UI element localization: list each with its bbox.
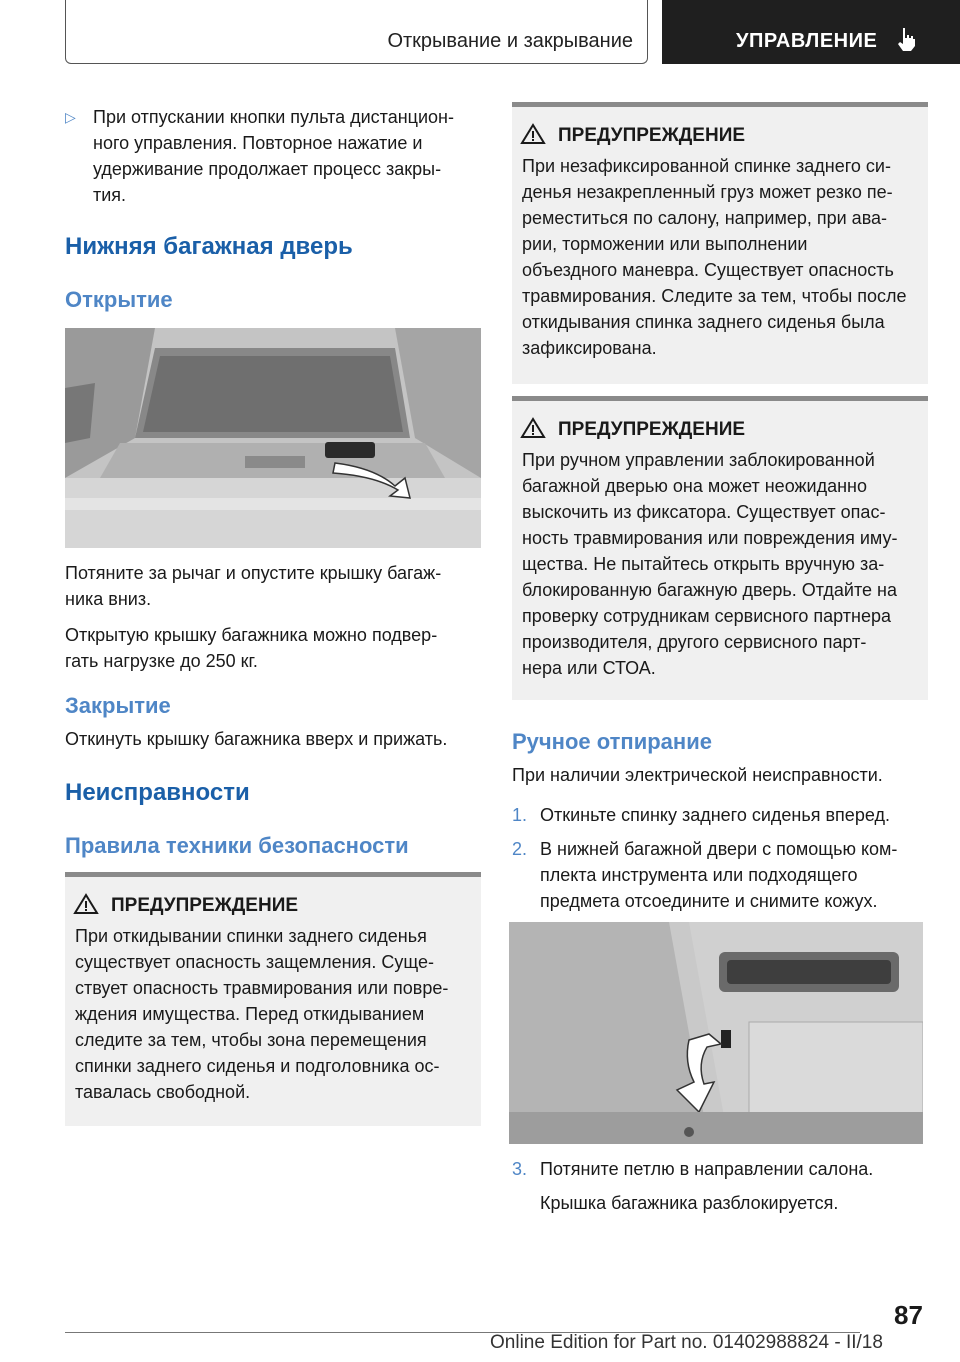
warning-title-text: ПРЕДУПРЕЖДЕНИЕ bbox=[558, 125, 746, 146]
warning-line: производителя, другого сервисного парт- bbox=[522, 632, 867, 652]
warning-line: При незафиксированной спинке заднего си- bbox=[522, 156, 891, 176]
warning-box-unlocked-seat bbox=[512, 102, 928, 384]
paragraph-line: Потяните за рычаг и опустите крышку багаж- bbox=[65, 563, 442, 583]
warning-line: объездного маневра. Существует опасность bbox=[522, 260, 894, 280]
warning-title bbox=[558, 417, 918, 443]
heading-safety-rules: Правила техники безопасности bbox=[65, 833, 409, 858]
step-number: 1. bbox=[512, 805, 528, 825]
bullet-text: ного управления. Повторное нажатие и bbox=[93, 133, 423, 153]
header-section-title: Открывание и закрывание bbox=[387, 30, 633, 52]
warning-title-text: ПРЕДУПРЕЖДЕНИЕ bbox=[558, 419, 746, 440]
opening-text bbox=[65, 560, 481, 674]
manual-intro: При наличии электрической неисправности. bbox=[512, 765, 883, 785]
paragraph-line: ника вниз. bbox=[65, 589, 152, 609]
warning-line: существует опасность защемления. Суще- bbox=[75, 952, 434, 972]
step-text: Откиньте спинку заднего сиденья вперед. bbox=[540, 805, 890, 825]
warning-line: следите за тем, чтобы зона перемещения bbox=[75, 1030, 427, 1050]
warning-box-manual-door bbox=[512, 396, 928, 700]
warning-triangle-icon bbox=[520, 123, 546, 145]
warning-line: выскочить из фиксатора. Существует опас- bbox=[522, 502, 886, 522]
header-chapter-title: УПРАВЛЕНИЕ bbox=[736, 30, 878, 52]
footer-edition: Online Edition for Part no. 01402988824 - II/18 bbox=[490, 1332, 883, 1353]
warning-line: ность травмирования или повреждения иму- bbox=[522, 528, 898, 548]
step-number: 2. bbox=[512, 839, 528, 859]
heading-closing: Закрытие bbox=[65, 693, 171, 718]
heading-opening: Открытие bbox=[65, 287, 173, 312]
triangle-bullet-icon: ▷ bbox=[65, 109, 76, 125]
step-number: 3. bbox=[512, 1159, 528, 1179]
warning-line: денья незакрепленный груз может резко пе- bbox=[522, 182, 893, 202]
step-result: Крышка багажника разблокируется. bbox=[540, 1193, 839, 1213]
list-item bbox=[512, 802, 932, 828]
list-item bbox=[512, 836, 932, 914]
bullet-text: тия. bbox=[93, 185, 127, 205]
warning-line: ствует опасность травмирования или повре- bbox=[75, 978, 449, 998]
warning-line: багажной дверью она может неожиданно bbox=[522, 476, 868, 496]
warning-line: щества. Не пытайтесь открыть вручную за- bbox=[522, 554, 885, 574]
steps-list-continued bbox=[512, 1156, 932, 1216]
warning-line: травмирования. Следите за тем, чтобы после bbox=[522, 286, 907, 306]
header-section-box bbox=[65, 0, 648, 64]
bullet-item bbox=[65, 104, 481, 208]
warning-title bbox=[111, 893, 471, 919]
warning-box-seat-fold bbox=[65, 872, 481, 1126]
left-column bbox=[65, 104, 481, 208]
warning-title bbox=[558, 123, 918, 149]
warning-line: откидывания спинка заднего сиденья была bbox=[522, 312, 885, 332]
heading-lower-door: Нижняя багажная дверь bbox=[65, 233, 353, 260]
step-text: предмета отсоедините и снимите кожух. bbox=[540, 891, 878, 911]
bullet-text: удерживание продолжает процесс закры- bbox=[93, 159, 442, 179]
page-number: 87 bbox=[894, 1300, 923, 1330]
closing-text: Откинуть крышку багажника вверх и прижать. bbox=[65, 729, 448, 749]
heading-faults: Неисправности bbox=[65, 779, 250, 806]
step-text: Потяните петлю в направлении салона. bbox=[540, 1159, 874, 1179]
warning-line: ждения имущества. Перед откидыванием bbox=[75, 1004, 425, 1024]
warning-line: При откидывании спинки заднего сиденья bbox=[75, 926, 427, 946]
warning-line: блокированную багажную дверь. Отдайте на bbox=[522, 580, 897, 600]
header-chapter-box bbox=[662, 0, 960, 64]
step-text: В нижней багажной двери с помощью ком- bbox=[540, 839, 898, 859]
list-item bbox=[512, 1156, 932, 1182]
warning-line: зафиксирована. bbox=[522, 338, 657, 358]
warning-line: При ручном управлении заблокированной bbox=[522, 450, 875, 470]
paragraph-line: Открытую крышку багажника можно подвер- bbox=[65, 625, 438, 645]
heading-manual-unlock: Ручное отпирание bbox=[512, 729, 712, 754]
warning-line: спинки заднего сиденья и подголовника ос- bbox=[75, 1056, 440, 1076]
warning-triangle-icon bbox=[73, 893, 99, 915]
warning-line: нера или СТОА. bbox=[522, 658, 656, 678]
paragraph-line: гать нагрузке до 250 кг. bbox=[65, 651, 258, 671]
warning-line: рии, торможении или выполнении bbox=[522, 234, 808, 254]
warning-line: тавалась свободной. bbox=[75, 1082, 251, 1102]
warning-triangle-icon bbox=[520, 417, 546, 439]
warning-title-text: ПРЕДУПРЕЖДЕНИЕ bbox=[111, 895, 299, 916]
warning-line: проверку сотрудникам сервисного партнера bbox=[522, 606, 892, 626]
trunk-side-panel-photo bbox=[509, 922, 923, 1144]
trunk-floor-photo bbox=[65, 328, 481, 548]
steps-list bbox=[512, 802, 932, 914]
bullet-text: При отпускании кнопки пульта дистанцион- bbox=[93, 107, 454, 127]
step-text: плекта инструмента или подходящего bbox=[540, 865, 858, 885]
hand-pointer-icon bbox=[894, 26, 920, 52]
warning-line: реместиться по салону, например, при ава- bbox=[522, 208, 888, 228]
